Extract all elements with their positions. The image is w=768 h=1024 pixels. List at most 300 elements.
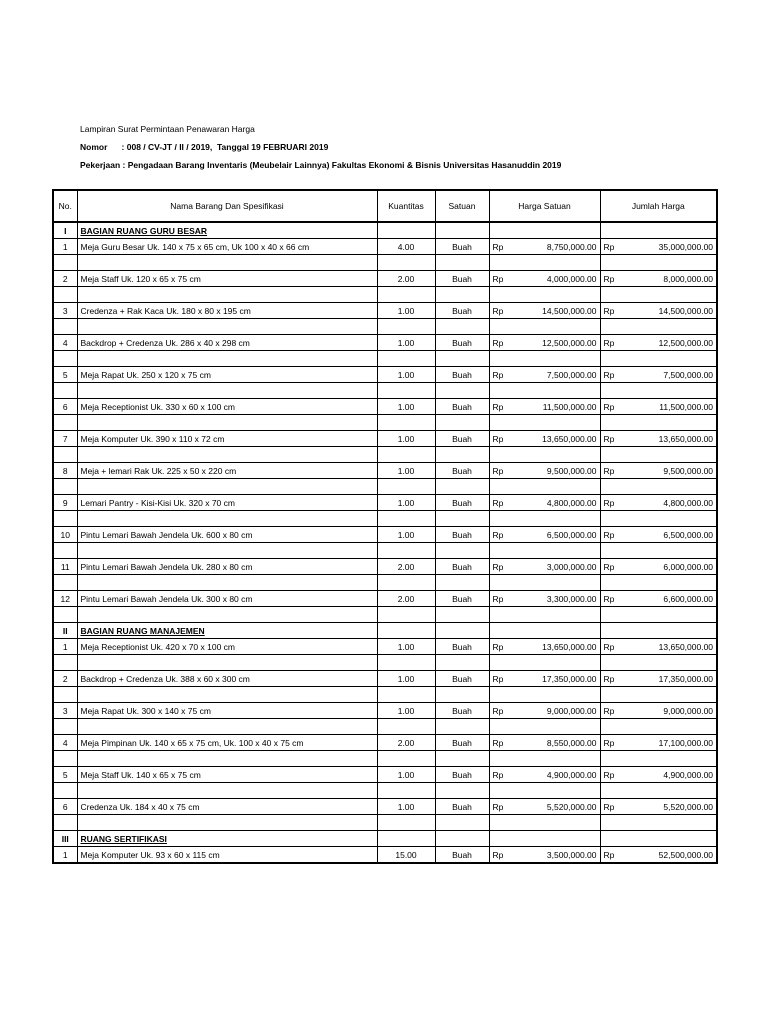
- empty-cell: [435, 351, 489, 367]
- empty-cell: [435, 783, 489, 799]
- empty-cell: [435, 287, 489, 303]
- empty-cell: [53, 655, 77, 671]
- empty-cell: [618, 479, 717, 495]
- table-body: [53, 222, 717, 863]
- item-unit-price: 13,650,000.00: [507, 431, 600, 447]
- empty-cell: [600, 831, 618, 847]
- spacer-row: [53, 255, 717, 271]
- item-unit-price: 13,650,000.00: [507, 639, 600, 655]
- item-unit: Buah: [435, 239, 489, 255]
- col-unit-header: Satuan: [435, 190, 489, 222]
- item-unit: Buah: [435, 639, 489, 655]
- item-number: 2: [53, 271, 77, 287]
- spacer-row: [53, 511, 717, 527]
- item-quantity: 1.00: [377, 335, 435, 351]
- empty-cell: [77, 815, 377, 831]
- empty-cell: [77, 479, 377, 495]
- item-quantity: 1.00: [377, 495, 435, 511]
- empty-cell: [489, 543, 507, 559]
- empty-cell: [489, 751, 507, 767]
- item-unit: Buah: [435, 399, 489, 415]
- price-currency: Rp: [489, 463, 507, 479]
- empty-cell: [77, 687, 377, 703]
- empty-cell: [489, 783, 507, 799]
- document-header: [80, 120, 561, 174]
- table-row: [53, 335, 717, 351]
- item-unit: Buah: [435, 559, 489, 575]
- empty-cell: [77, 751, 377, 767]
- item-number: 3: [53, 303, 77, 319]
- empty-cell: [377, 783, 435, 799]
- table-row: [53, 303, 717, 319]
- col-no-header: No.: [53, 190, 77, 222]
- empty-cell: [507, 623, 600, 639]
- item-unit: Buah: [435, 431, 489, 447]
- item-total-price: 4,800,000.00: [618, 495, 717, 511]
- item-number: 1: [53, 639, 77, 655]
- item-quantity: 4.00: [377, 239, 435, 255]
- price-currency: Rp: [489, 399, 507, 415]
- empty-cell: [507, 319, 600, 335]
- spacer-row: [53, 351, 717, 367]
- section-row: [53, 222, 717, 239]
- item-unit: Buah: [435, 495, 489, 511]
- total-currency: Rp: [600, 399, 618, 415]
- item-unit: Buah: [435, 703, 489, 719]
- price-currency: Rp: [489, 495, 507, 511]
- item-total-price: 35,000,000.00: [618, 239, 717, 255]
- empty-cell: [600, 607, 618, 623]
- item-name: Pintu Lemari Bawah Jendela Uk. 300 x 80 cm: [77, 591, 377, 607]
- section-title: RUANG SERTIFIKASI: [77, 831, 377, 847]
- item-unit-price: 6,500,000.00: [507, 527, 600, 543]
- price-currency: Rp: [489, 639, 507, 655]
- empty-cell: [618, 511, 717, 527]
- item-unit: Buah: [435, 367, 489, 383]
- item-unit-price: 17,350,000.00: [507, 671, 600, 687]
- item-name: Pintu Lemari Bawah Jendela Uk. 600 x 80 cm: [77, 527, 377, 543]
- item-quantity: 2.00: [377, 591, 435, 607]
- empty-cell: [377, 831, 435, 847]
- empty-cell: [507, 287, 600, 303]
- total-currency: Rp: [600, 367, 618, 383]
- empty-cell: [489, 222, 507, 239]
- empty-cell: [435, 511, 489, 527]
- empty-cell: [435, 575, 489, 591]
- empty-cell: [600, 511, 618, 527]
- item-quantity: 1.00: [377, 303, 435, 319]
- item-number: 6: [53, 799, 77, 815]
- empty-cell: [507, 719, 600, 735]
- empty-cell: [435, 222, 489, 239]
- table-row: [53, 463, 717, 479]
- price-currency: Rp: [489, 239, 507, 255]
- item-quantity: 1.00: [377, 639, 435, 655]
- table-row: [53, 671, 717, 687]
- item-name: Meja + lemari Rak Uk. 225 x 50 x 220 cm: [77, 463, 377, 479]
- item-unit-price: 3,000,000.00: [507, 559, 600, 575]
- item-number: 5: [53, 767, 77, 783]
- item-name: Backdrop + Credenza Uk. 286 x 40 x 298 cm: [77, 335, 377, 351]
- empty-cell: [377, 222, 435, 239]
- empty-cell: [53, 607, 77, 623]
- table-row: [53, 767, 717, 783]
- empty-cell: [618, 222, 717, 239]
- empty-cell: [377, 255, 435, 271]
- empty-cell: [489, 415, 507, 431]
- empty-cell: [377, 351, 435, 367]
- item-unit: Buah: [435, 671, 489, 687]
- empty-cell: [53, 543, 77, 559]
- item-unit-price: 4,000,000.00: [507, 271, 600, 287]
- spacer-row: [53, 383, 717, 399]
- col-qty-header: Kuantitas: [377, 190, 435, 222]
- spacer-row: [53, 783, 717, 799]
- item-quantity: 1.00: [377, 527, 435, 543]
- item-name: Meja Guru Besar Uk. 140 x 75 x 65 cm, Uk 100 x 40 x 66 cm: [77, 239, 377, 255]
- spacer-row: [53, 287, 717, 303]
- section-number: I: [53, 222, 77, 239]
- empty-cell: [489, 255, 507, 271]
- empty-cell: [435, 831, 489, 847]
- empty-cell: [507, 255, 600, 271]
- empty-cell: [377, 447, 435, 463]
- empty-cell: [618, 831, 717, 847]
- item-number: 9: [53, 495, 77, 511]
- empty-cell: [489, 655, 507, 671]
- empty-cell: [507, 383, 600, 399]
- total-currency: Rp: [600, 847, 618, 864]
- item-number: 11: [53, 559, 77, 575]
- item-number: 10: [53, 527, 77, 543]
- spacer-row: [53, 815, 717, 831]
- item-name: Credenza Uk. 184 x 40 x 75 cm: [77, 799, 377, 815]
- empty-cell: [507, 655, 600, 671]
- empty-cell: [489, 831, 507, 847]
- empty-cell: [600, 655, 618, 671]
- empty-cell: [600, 319, 618, 335]
- work-description: Pekerjaan : Pengadaan Barang Inventaris (Meubelair Lainnya) Fakultas Ekonomi & Bisnis Universitas Hasanuddin 2019: [80, 160, 562, 170]
- empty-cell: [53, 287, 77, 303]
- empty-cell: [507, 479, 600, 495]
- price-currency: Rp: [489, 735, 507, 751]
- table-row: [53, 847, 717, 864]
- price-currency: Rp: [489, 591, 507, 607]
- empty-cell: [600, 687, 618, 703]
- item-total-price: 4,900,000.00: [618, 767, 717, 783]
- item-number: 5: [53, 367, 77, 383]
- item-name: Meja Komputer Uk. 390 x 110 x 72 cm: [77, 431, 377, 447]
- empty-cell: [618, 255, 717, 271]
- total-currency: Rp: [600, 735, 618, 751]
- item-quantity: 1.00: [377, 799, 435, 815]
- empty-cell: [53, 783, 77, 799]
- empty-cell: [618, 447, 717, 463]
- item-unit: Buah: [435, 271, 489, 287]
- item-unit-price: 7,500,000.00: [507, 367, 600, 383]
- item-unit: Buah: [435, 591, 489, 607]
- spacer-row: [53, 655, 717, 671]
- item-total-price: 13,650,000.00: [618, 639, 717, 655]
- empty-cell: [600, 383, 618, 399]
- empty-cell: [489, 719, 507, 735]
- empty-cell: [53, 447, 77, 463]
- empty-cell: [618, 815, 717, 831]
- item-name: Meja Staff Uk. 140 x 65 x 75 cm: [77, 767, 377, 783]
- item-unit-price: 3,300,000.00: [507, 591, 600, 607]
- empty-cell: [489, 383, 507, 399]
- empty-cell: [618, 607, 717, 623]
- total-currency: Rp: [600, 303, 618, 319]
- total-currency: Rp: [600, 239, 618, 255]
- spacer-row: [53, 479, 717, 495]
- empty-cell: [507, 543, 600, 559]
- empty-cell: [600, 543, 618, 559]
- empty-cell: [600, 222, 618, 239]
- item-total-price: 5,520,000.00: [618, 799, 717, 815]
- empty-cell: [618, 383, 717, 399]
- item-total-price: 14,500,000.00: [618, 303, 717, 319]
- price-currency: Rp: [489, 271, 507, 287]
- total-currency: Rp: [600, 559, 618, 575]
- item-number: 7: [53, 431, 77, 447]
- price-currency: Rp: [489, 527, 507, 543]
- item-total-price: 7,500,000.00: [618, 367, 717, 383]
- price-currency: Rp: [489, 703, 507, 719]
- empty-cell: [489, 287, 507, 303]
- item-name: Lemari Pantry - Kisi-Kisi Uk. 320 x 70 cm: [77, 495, 377, 511]
- empty-cell: [377, 815, 435, 831]
- item-total-price: 6,500,000.00: [618, 527, 717, 543]
- empty-cell: [489, 623, 507, 639]
- empty-cell: [600, 255, 618, 271]
- table-row: [53, 367, 717, 383]
- empty-cell: [600, 287, 618, 303]
- empty-cell: [507, 222, 600, 239]
- table-row: [53, 495, 717, 511]
- empty-cell: [435, 479, 489, 495]
- empty-cell: [53, 815, 77, 831]
- empty-cell: [618, 415, 717, 431]
- total-currency: Rp: [600, 703, 618, 719]
- empty-cell: [435, 815, 489, 831]
- item-total-price: 17,100,000.00: [618, 735, 717, 751]
- spacer-row: [53, 543, 717, 559]
- empty-cell: [600, 815, 618, 831]
- table-row: [53, 639, 717, 655]
- empty-cell: [377, 751, 435, 767]
- empty-cell: [618, 319, 717, 335]
- empty-cell: [77, 719, 377, 735]
- empty-cell: [53, 415, 77, 431]
- price-currency: Rp: [489, 799, 507, 815]
- item-total-price: 9,500,000.00: [618, 463, 717, 479]
- empty-cell: [489, 575, 507, 591]
- empty-cell: [507, 351, 600, 367]
- empty-cell: [435, 687, 489, 703]
- item-number: 4: [53, 335, 77, 351]
- item-name: Meja Komputer Uk. 93 x 60 x 115 cm: [77, 847, 377, 864]
- price-currency: Rp: [489, 367, 507, 383]
- empty-cell: [53, 319, 77, 335]
- item-name: Backdrop + Credenza Uk. 388 x 60 x 300 cm: [77, 671, 377, 687]
- table-row: [53, 799, 717, 815]
- item-unit-price: 11,500,000.00: [507, 399, 600, 415]
- total-currency: Rp: [600, 767, 618, 783]
- empty-cell: [507, 815, 600, 831]
- item-unit: Buah: [435, 847, 489, 864]
- empty-cell: [377, 319, 435, 335]
- item-unit-price: 9,000,000.00: [507, 703, 600, 719]
- item-quantity: 2.00: [377, 735, 435, 751]
- col-total-header: Jumlah Harga: [600, 190, 717, 222]
- item-name: Pintu Lemari Bawah Jendela Uk. 280 x 80 cm: [77, 559, 377, 575]
- spacer-row: [53, 415, 717, 431]
- item-unit-price: 3,500,000.00: [507, 847, 600, 864]
- table-row: [53, 431, 717, 447]
- empty-cell: [377, 511, 435, 527]
- item-unit-price: 8,550,000.00: [507, 735, 600, 751]
- item-number: 8: [53, 463, 77, 479]
- empty-cell: [618, 287, 717, 303]
- empty-cell: [600, 447, 618, 463]
- empty-cell: [489, 351, 507, 367]
- item-quantity: 1.00: [377, 703, 435, 719]
- empty-cell: [53, 255, 77, 271]
- empty-cell: [77, 415, 377, 431]
- empty-cell: [77, 783, 377, 799]
- empty-cell: [618, 783, 717, 799]
- item-unit: Buah: [435, 799, 489, 815]
- item-unit-price: 12,500,000.00: [507, 335, 600, 351]
- item-quantity: 1.00: [377, 767, 435, 783]
- empty-cell: [53, 383, 77, 399]
- empty-cell: [489, 687, 507, 703]
- table-row: [53, 559, 717, 575]
- total-currency: Rp: [600, 335, 618, 351]
- empty-cell: [435, 719, 489, 735]
- item-number: 1: [53, 239, 77, 255]
- empty-cell: [435, 383, 489, 399]
- spacer-row: [53, 319, 717, 335]
- item-unit-price: 5,520,000.00: [507, 799, 600, 815]
- item-quantity: 1.00: [377, 671, 435, 687]
- table-row: [53, 399, 717, 415]
- item-unit: Buah: [435, 735, 489, 751]
- spacer-row: [53, 607, 717, 623]
- table-header-row: [53, 190, 717, 222]
- table-row: [53, 271, 717, 287]
- empty-cell: [600, 351, 618, 367]
- section-number: II: [53, 623, 77, 639]
- price-currency: Rp: [489, 559, 507, 575]
- section-number: III: [53, 831, 77, 847]
- letter-number: Nomor : 008 / CV-JT / II / 2019, Tanggal 19 FEBRUARI 2019: [80, 142, 329, 152]
- price-currency: Rp: [489, 767, 507, 783]
- item-total-price: 52,500,000.00: [618, 847, 717, 864]
- empty-cell: [507, 575, 600, 591]
- item-quantity: 1.00: [377, 463, 435, 479]
- empty-cell: [435, 543, 489, 559]
- item-name: Meja Rapat Uk. 250 x 120 x 75 cm: [77, 367, 377, 383]
- empty-cell: [53, 511, 77, 527]
- price-currency: Rp: [489, 847, 507, 864]
- price-currency: Rp: [489, 335, 507, 351]
- empty-cell: [507, 511, 600, 527]
- empty-cell: [53, 575, 77, 591]
- item-name: Meja Rapat Uk. 300 x 140 x 75 cm: [77, 703, 377, 719]
- item-number: 12: [53, 591, 77, 607]
- empty-cell: [53, 687, 77, 703]
- item-total-price: 6,000,000.00: [618, 559, 717, 575]
- empty-cell: [53, 751, 77, 767]
- item-number: 6: [53, 399, 77, 415]
- empty-cell: [618, 543, 717, 559]
- empty-cell: [77, 287, 377, 303]
- empty-cell: [435, 255, 489, 271]
- price-currency: Rp: [489, 431, 507, 447]
- item-unit-price: 14,500,000.00: [507, 303, 600, 319]
- empty-cell: [507, 415, 600, 431]
- empty-cell: [77, 447, 377, 463]
- total-currency: Rp: [600, 591, 618, 607]
- total-currency: Rp: [600, 799, 618, 815]
- item-quantity: 2.00: [377, 271, 435, 287]
- empty-cell: [77, 655, 377, 671]
- price-currency: Rp: [489, 671, 507, 687]
- empty-cell: [507, 687, 600, 703]
- item-name: Meja Receptionist Uk. 420 x 70 x 100 cm: [77, 639, 377, 655]
- empty-cell: [618, 655, 717, 671]
- item-unit: Buah: [435, 463, 489, 479]
- empty-cell: [600, 783, 618, 799]
- table-row: [53, 239, 717, 255]
- item-total-price: 6,600,000.00: [618, 591, 717, 607]
- empty-cell: [618, 719, 717, 735]
- empty-cell: [377, 623, 435, 639]
- empty-cell: [377, 287, 435, 303]
- empty-cell: [77, 255, 377, 271]
- item-quantity: 1.00: [377, 367, 435, 383]
- empty-cell: [618, 351, 717, 367]
- empty-cell: [435, 607, 489, 623]
- empty-cell: [53, 719, 77, 735]
- empty-cell: [489, 607, 507, 623]
- empty-cell: [377, 479, 435, 495]
- item-total-price: 17,350,000.00: [618, 671, 717, 687]
- empty-cell: [77, 543, 377, 559]
- empty-cell: [507, 447, 600, 463]
- section-row: [53, 623, 717, 639]
- table-row: [53, 527, 717, 543]
- table-row: [53, 735, 717, 751]
- spacer-row: [53, 687, 717, 703]
- spacer-row: [53, 575, 717, 591]
- empty-cell: [435, 415, 489, 431]
- table-row: [53, 703, 717, 719]
- empty-cell: [489, 511, 507, 527]
- empty-cell: [489, 319, 507, 335]
- total-currency: Rp: [600, 271, 618, 287]
- empty-cell: [435, 751, 489, 767]
- empty-cell: [489, 479, 507, 495]
- empty-cell: [618, 623, 717, 639]
- item-number: 4: [53, 735, 77, 751]
- item-quantity: 15.00: [377, 847, 435, 864]
- total-currency: Rp: [600, 527, 618, 543]
- item-number: 1: [53, 847, 77, 864]
- empty-cell: [507, 783, 600, 799]
